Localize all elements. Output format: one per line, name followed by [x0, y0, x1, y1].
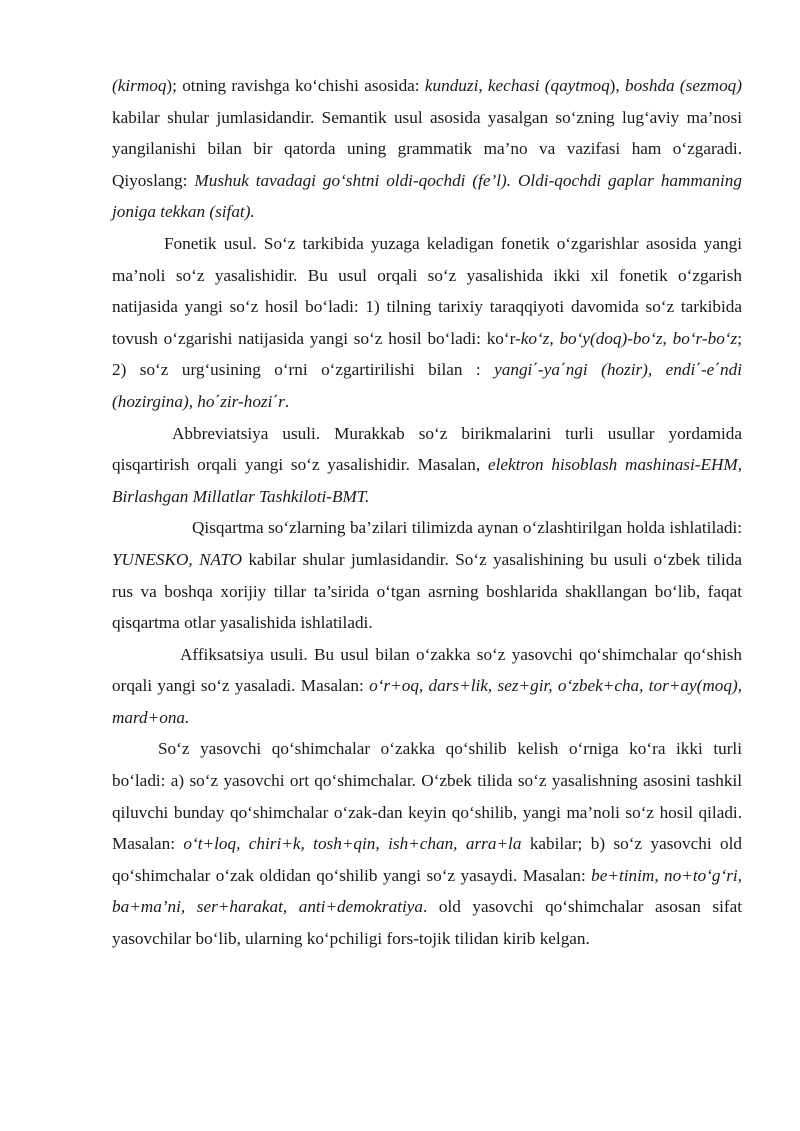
text-run: Fonetik usul. So‘z tarkibida yuzaga keladigan fonetik o‘zgarishlar asosida yangi ma’noli so‘z yasalishidir. Bu usul orqali so‘z yasalishida ikki xil fonetik o‘zgarish natijasida yangi so‘z hosil bo‘ladi: 1) tilning tarixiy taraqqiyoti davomida so‘z tarkibida tovush o‘zgarishi natijasida yangi so‘z hosil bo‘ladi: ko‘r-: [112, 233, 742, 348]
italic-run: yangi΄-ya΄ngi (hozir), endi΄-e΄ndi (hozirgina), ho΄zir-hozi΄r: [112, 360, 742, 411]
paragraph-semantic-usul: [112, 70, 742, 228]
text-run: So‘z yasovchi qo‘shimchalar o‘zakka qo‘shilib kelish o‘rniga ko‘ra ikki turli bo‘ladi: a) so‘z yasovchi ort qo‘shimchalar. O‘zbek tilida so‘z yasalishning asosini tashkil qiluvchi bunday qo‘shimchalar o‘zak-dan keyin qo‘shilib, yangi ma’noli so‘z hosil qiladi. Masalan:: [112, 739, 742, 854]
italic-run: boshda (sezmoq): [624, 76, 742, 95]
document-page: [112, 70, 742, 955]
italic-run: (kirmoq: [112, 76, 167, 95]
text-run: Abbreviatsiya usuli. Murakkab so‘z birikmalarini turli usullar yordamida qisqartirish orqali yangi so‘z yasalishidir. Masalan,: [112, 423, 742, 475]
italic-run: elektron hisoblash mashinasi-EHM, Birlashgan Millatlar Tashkiloti-BMT.: [112, 455, 742, 506]
italic-run: be+tinim, no+to‘g‘ri, ba+ma’ni, ser+harakat, anti+demokratiya: [112, 865, 743, 917]
paragraph-affiksatsiya-usuli: [112, 639, 742, 734]
text-run: ; 2) so‘z urg‘usining o‘rni o‘zgartirilishi bilan :: [112, 328, 742, 380]
italic-run: o‘r+oq, dars+lik, sez+gir, o‘zbek+cha, tor+ay(moq), mard+ona.: [112, 676, 742, 727]
text-run: . old yasovchi qo‘shimchalar asosan sifat yasovchilar bo‘lib, ularning ko‘pchiligi fors-tojik tilidan kirib kelgan.: [112, 897, 742, 949]
italic-run: YUNESKO, NATO: [112, 549, 243, 569]
text-run: ),: [609, 76, 625, 95]
paragraph-abbreviatsiya-usuli: [112, 418, 742, 513]
text-run: .: [284, 391, 290, 411]
italic-run: o‘t+loq, chiri+k, tosh+qin, ish+chan, arra+la: [183, 834, 522, 854]
text-run: ); otning ravishga ko‘chishi asosida:: [166, 76, 425, 95]
text-run: Qisqartma so‘zlarning ba’zilari tilimizda aynan o‘zlashtirilgan holda ishlatiladi:: [192, 518, 742, 538]
paragraph-fonetik-usul: [112, 228, 742, 418]
text-run: Affiksatsiya usuli. Bu usul bilan o‘zakka so‘z yasovchi qo‘shimchalar qo‘shish orqali yangi so‘z yasaladi. Masalan:: [112, 644, 742, 696]
paragraph-soz-yasovchi: [112, 733, 742, 954]
italic-run: ko‘z, bo‘y(doq)-bo‘z, bo‘r-bo‘z: [520, 328, 738, 348]
text-run: kabilar shular jumlasidandir. So‘z yasalishining bu usuli o‘zbek tilida rus va boshqa xorijiy tillar ta’sirida o‘tgan asrning boshlarida shakllangan bo‘lib, faqat qisqartma otlar yasalishida ishlatiladi.: [112, 549, 743, 633]
text-run: kabilar; b) so‘z yasovchi old qo‘shimchalar o‘zak oldidan qo‘shilib yangi so‘z yasaydi. Masalan:: [112, 834, 742, 885]
italic-run: Mushuk tavadagi go‘shtni oldi-qochdi (fe’l). Oldi-qochdi gaplar hammaning joniga tekkan (sifat).: [112, 170, 742, 222]
italic-run: kunduzi, kechasi (qaytmoq: [424, 76, 610, 95]
text-run: kabilar shular jumlasidandir. Semantik usul asosida yasalgan so‘zning lug‘aviy ma’nosi yangilanishi bilan bir qatorda uning grammatik ma’no va vazifasi ham o‘zgaradi. Qiyoslang:: [112, 107, 742, 190]
paragraph-qisqartma: [112, 512, 742, 638]
